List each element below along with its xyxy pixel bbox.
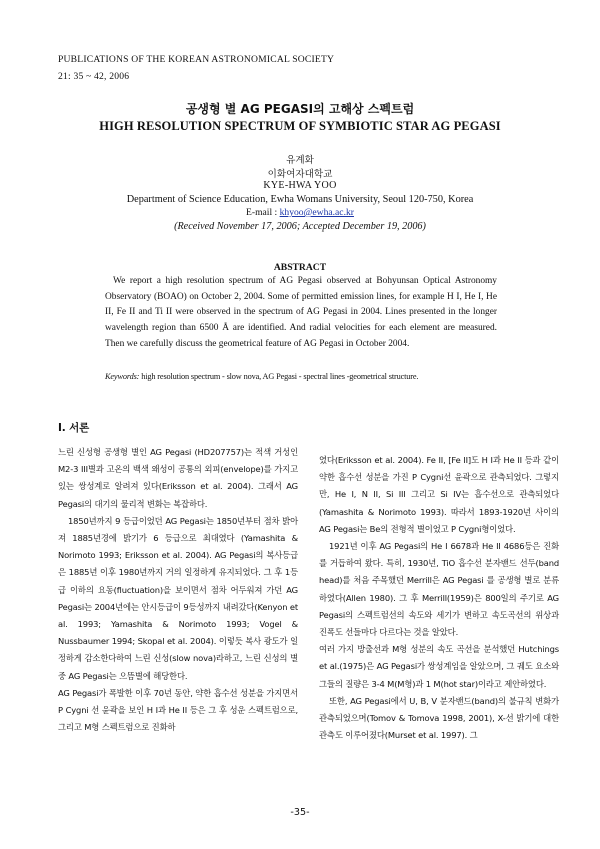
volume-pages: 21: 35 ~ 42, 2006 bbox=[58, 71, 130, 82]
paragraph: AG Pegasi가 폭발한 이후 70년 동안, 약한 흡수선 성분을 가지면서 P Cygni 선 윤곽을 보인 H I과 He II 등은 그 후 성운 스펙트럼으로, 그리고 M형 스펙트럼으로 진화하 bbox=[58, 687, 298, 733]
email-label: E-mail : bbox=[246, 207, 280, 218]
title-korean: 공생형 별 AG PEGASI의 고해상 스펙트럼 bbox=[185, 102, 415, 116]
abstract-heading: ABSTRACT bbox=[273, 262, 327, 273]
paragraph: 였다(Eriksson et al. 2004). Fe II, [Fe II]도 H I과 He II 등과 같이 약한 흡수선 성분을 가진 P Cygni선 윤곽으로 관측되었다. 그렇지만, He I, N II, Si III 그리고 Si IV는 흡수선으로 관측되었다(Yamashita & Norimoto 1993). 따라서 1893-1920년 사이의 AG Pegasi는 Be의 전형적 별이었고 P Cygni형이었다. bbox=[319, 455, 559, 534]
keywords-text: high resolution spectrum - slow nova, AG Pegasi - spectral lines -geometrical structure. bbox=[139, 372, 419, 381]
email-line bbox=[0, 207, 600, 218]
author-name-korean: 유계화 bbox=[286, 155, 314, 166]
department: Department of Science Education, Ewha Womans University, Seoul 120-750, Korea bbox=[126, 194, 474, 205]
email-link[interactable]: khyoo@ewha.ac.kr bbox=[279, 207, 354, 218]
page-number: -35- bbox=[290, 807, 310, 818]
paragraph: 여러 가지 방출선과 M형 성분의 속도 곡선을 분석했던 Hutchings et al.(1975)은 AG Pegasi가 쌍성계임을 알았으며, 그 궤도 요소와 그들의 질량은 3-4 M(M형)과 1 M(hot star)이라고 제안하였다. bbox=[319, 644, 559, 689]
paragraph: 1921년 이후 AG Pegasi의 He I 6678과 He II 4686등은 진화를 거듭하여 왔다. 특히, 1930년, TiO 흡수선 분자밴드 선두(band head)를 처음 주목했던 Merrill은 AG Pegasi 를 공생형 별로 분류하였다(Allen 1980). 그 후 Merrill(1959)은 800일의 주기로 AG Pegasi의 스펙트럼선의 속도와 세기가 변하고 속도곡선의 위상과 진폭도 선들마다 다르다는 것을 알았다. bbox=[319, 541, 559, 638]
received-accepted-dates: (Received November 17, 2006; Accepted December 19, 2006) bbox=[174, 221, 426, 232]
paragraph: 느린 신성형 공생형 별인 AG Pegasi (HD207757)는 적색 거성인 M2-3 III별과 고온의 백색 왜성이 공통의 외피(envelope)를 가지고 있는 쌍성계로 알려져 있다(Eriksson et al. 2004). 그래서 AG Pegasi의 대기의 물리적 변화는 복잡하다. bbox=[58, 447, 298, 509]
affiliation-korean: 이화여자대학교 bbox=[267, 169, 333, 180]
paragraph: 1850년까지 9 등급이었던 AG Pegasi는 1850년부터 점차 밝아져 1885년경에 밝기가 6 등급으로 최대였다 (Yamashita & Norimoto 1993; Eriksson et al. 2004). AG Pegasi의 복사등급은 1885년 이후 1980년까지 거의 일정하게 유지되었다. 그 후 1등급 이하의 요동(fluctuation)을 보이면서 점차 어두워져 가던 AG Pegasi는 2004년에는 안시등급이 9등성까지 내려갔다(Kenyon et al. 1993; Yamashita & Norimoto 1993; Vogel & Nussbaumer 1994; Skopal et al. 2004). 이렇듯 복사 광도가 일정하게 감소한다하여 느린 신성(slow nova)라하고, 느린 신성의 별 중 AG Pegasi는 으뜸별에 해당한다. bbox=[58, 515, 298, 681]
section-heading: I. 서론 bbox=[58, 422, 90, 434]
title-english: HIGH RESOLUTION SPECTRUM OF SYMBIOTIC STAR AG PEGASI bbox=[99, 119, 501, 133]
right-column bbox=[319, 452, 559, 744]
paragraph: 또한, AG Pegasi에서 U, B, V 분자밴드(band)의 불규칙 변화가 관측되었으며(Tomov & Tomova 1998, 2001), X-선 밝기에 대한 관측도 이루어졌다(Murset et al. 1997). 그 bbox=[319, 695, 559, 741]
journal-header: PUBLICATIONS OF THE KOREAN ASTRONOMICAL SOCIETY bbox=[58, 54, 335, 65]
author-name-english: KYE-HWA YOO bbox=[263, 180, 337, 191]
keywords-line bbox=[105, 371, 525, 383]
left-column bbox=[58, 420, 298, 736]
abstract-body: We report a high resolution spectrum of AG Pegasi observed at Bohyunsan Optical Astronomy Observatory (BOAO) on October 2, 2004. Some of permitted emission lines, for example H I, He I, He II, Fe II and Ti II were observed in the spectrum of AG Pegasi in 2004. Lines presented in the longer wavelength region than 6500 Å are identified. And radial velocities for each element are measured. Then we carefully discuss the geometrical feature of AG Pegasi in October 2004. bbox=[105, 276, 497, 349]
keywords-label: Keywords: bbox=[105, 372, 140, 381]
